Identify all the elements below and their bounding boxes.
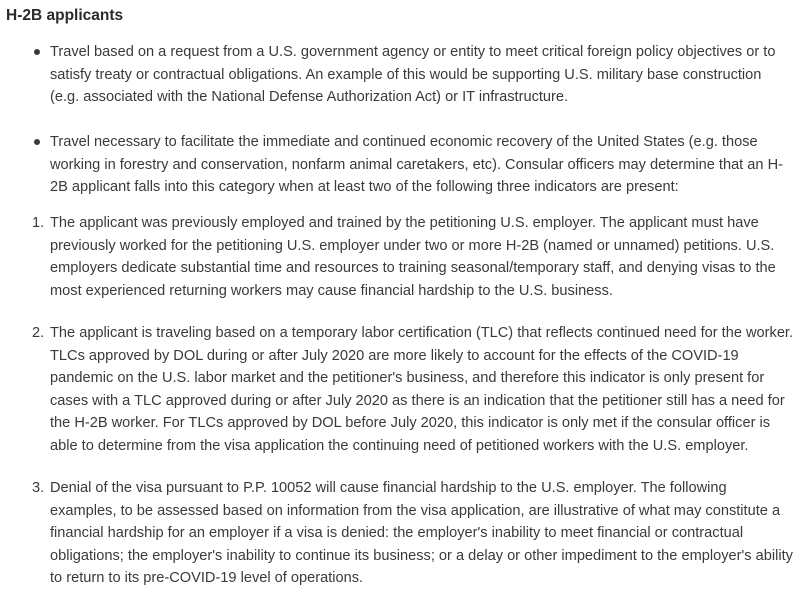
section-heading: H-2B applicants — [6, 7, 124, 24]
list-number: 3. — [32, 480, 45, 496]
numbered-text: The applicant was previously employed and trained by the petitioning U.S. employer. The applicant must have previously worked for the petitioning U.S. employer under two or more H-2B (named or unnamed) petitions. U.S. employers dedicate substantial time and resources to training seasonal/temporary staff, and denying visas to the most experienced returning workers may cause financial hardship to the U.S. business. — [50, 215, 776, 299]
numbered-text: The applicant is traveling based on a temporary labor certification (TLC) that reflects continued need for the worker. TLCs approved by DOL during or after July 2020 are more likely to account for the effects of the COVID-19 pandemic on the U.S. labor market and the petitioner's business, and therefore this indicator is only present for cases with a TLC approved during or after July 2020 as there is an indication that the petitioner still has a need for the H-2B worker. For TLCs approved by DOL before July 2020, this indicator is only met if the consular officer is able to determine from the visa application the continuing need of petitioned workers with the U.S. employer. — [50, 325, 794, 454]
bullet-dot-icon — [34, 49, 40, 55]
list-number: 1. — [32, 215, 45, 231]
numbered-item-2 — [32, 322, 794, 458]
bullet-text: Travel based on a request from a U.S. government agency or entity to meet critical foreign policy objectives or to satisfy treaty or contractual obligations. An example of this would be supporting U.S. military base construction (e.g. associated with the National Defense Authorization Act) or IT infrastructure. — [50, 44, 776, 106]
list-number: 2. — [32, 325, 45, 341]
numbered-item-3 — [32, 477, 794, 590]
bullet-text: Travel necessary to facilitate the immediate and continued economic recovery of the United States (e.g. those working in forestry and conservation, nonfarm animal caretakers, etc). Consular officers may determine that an H-2B applicant falls into this category when at least two of the following three indicators are present: — [50, 134, 783, 196]
numbered-text: Denial of the visa pursuant to P.P. 10052 will cause financial hardship to the U.S. employer. The following examples, to be assessed based on information from the visa application, are illustrative of what may constitute a financial hardship for an employer if a visa is denied: the employer's inability to meet financial or contractual obligations; the employer's inability to continue its business; or a delay or other impediment to the employer's ability to return to its pre-COVID-19 level of operations. — [50, 480, 793, 587]
bullet-item-foreign-policy — [50, 41, 794, 109]
numbered-item-1 — [32, 212, 794, 302]
bullet-dot-icon — [34, 139, 40, 145]
bullet-item-economic-recovery — [50, 131, 794, 199]
